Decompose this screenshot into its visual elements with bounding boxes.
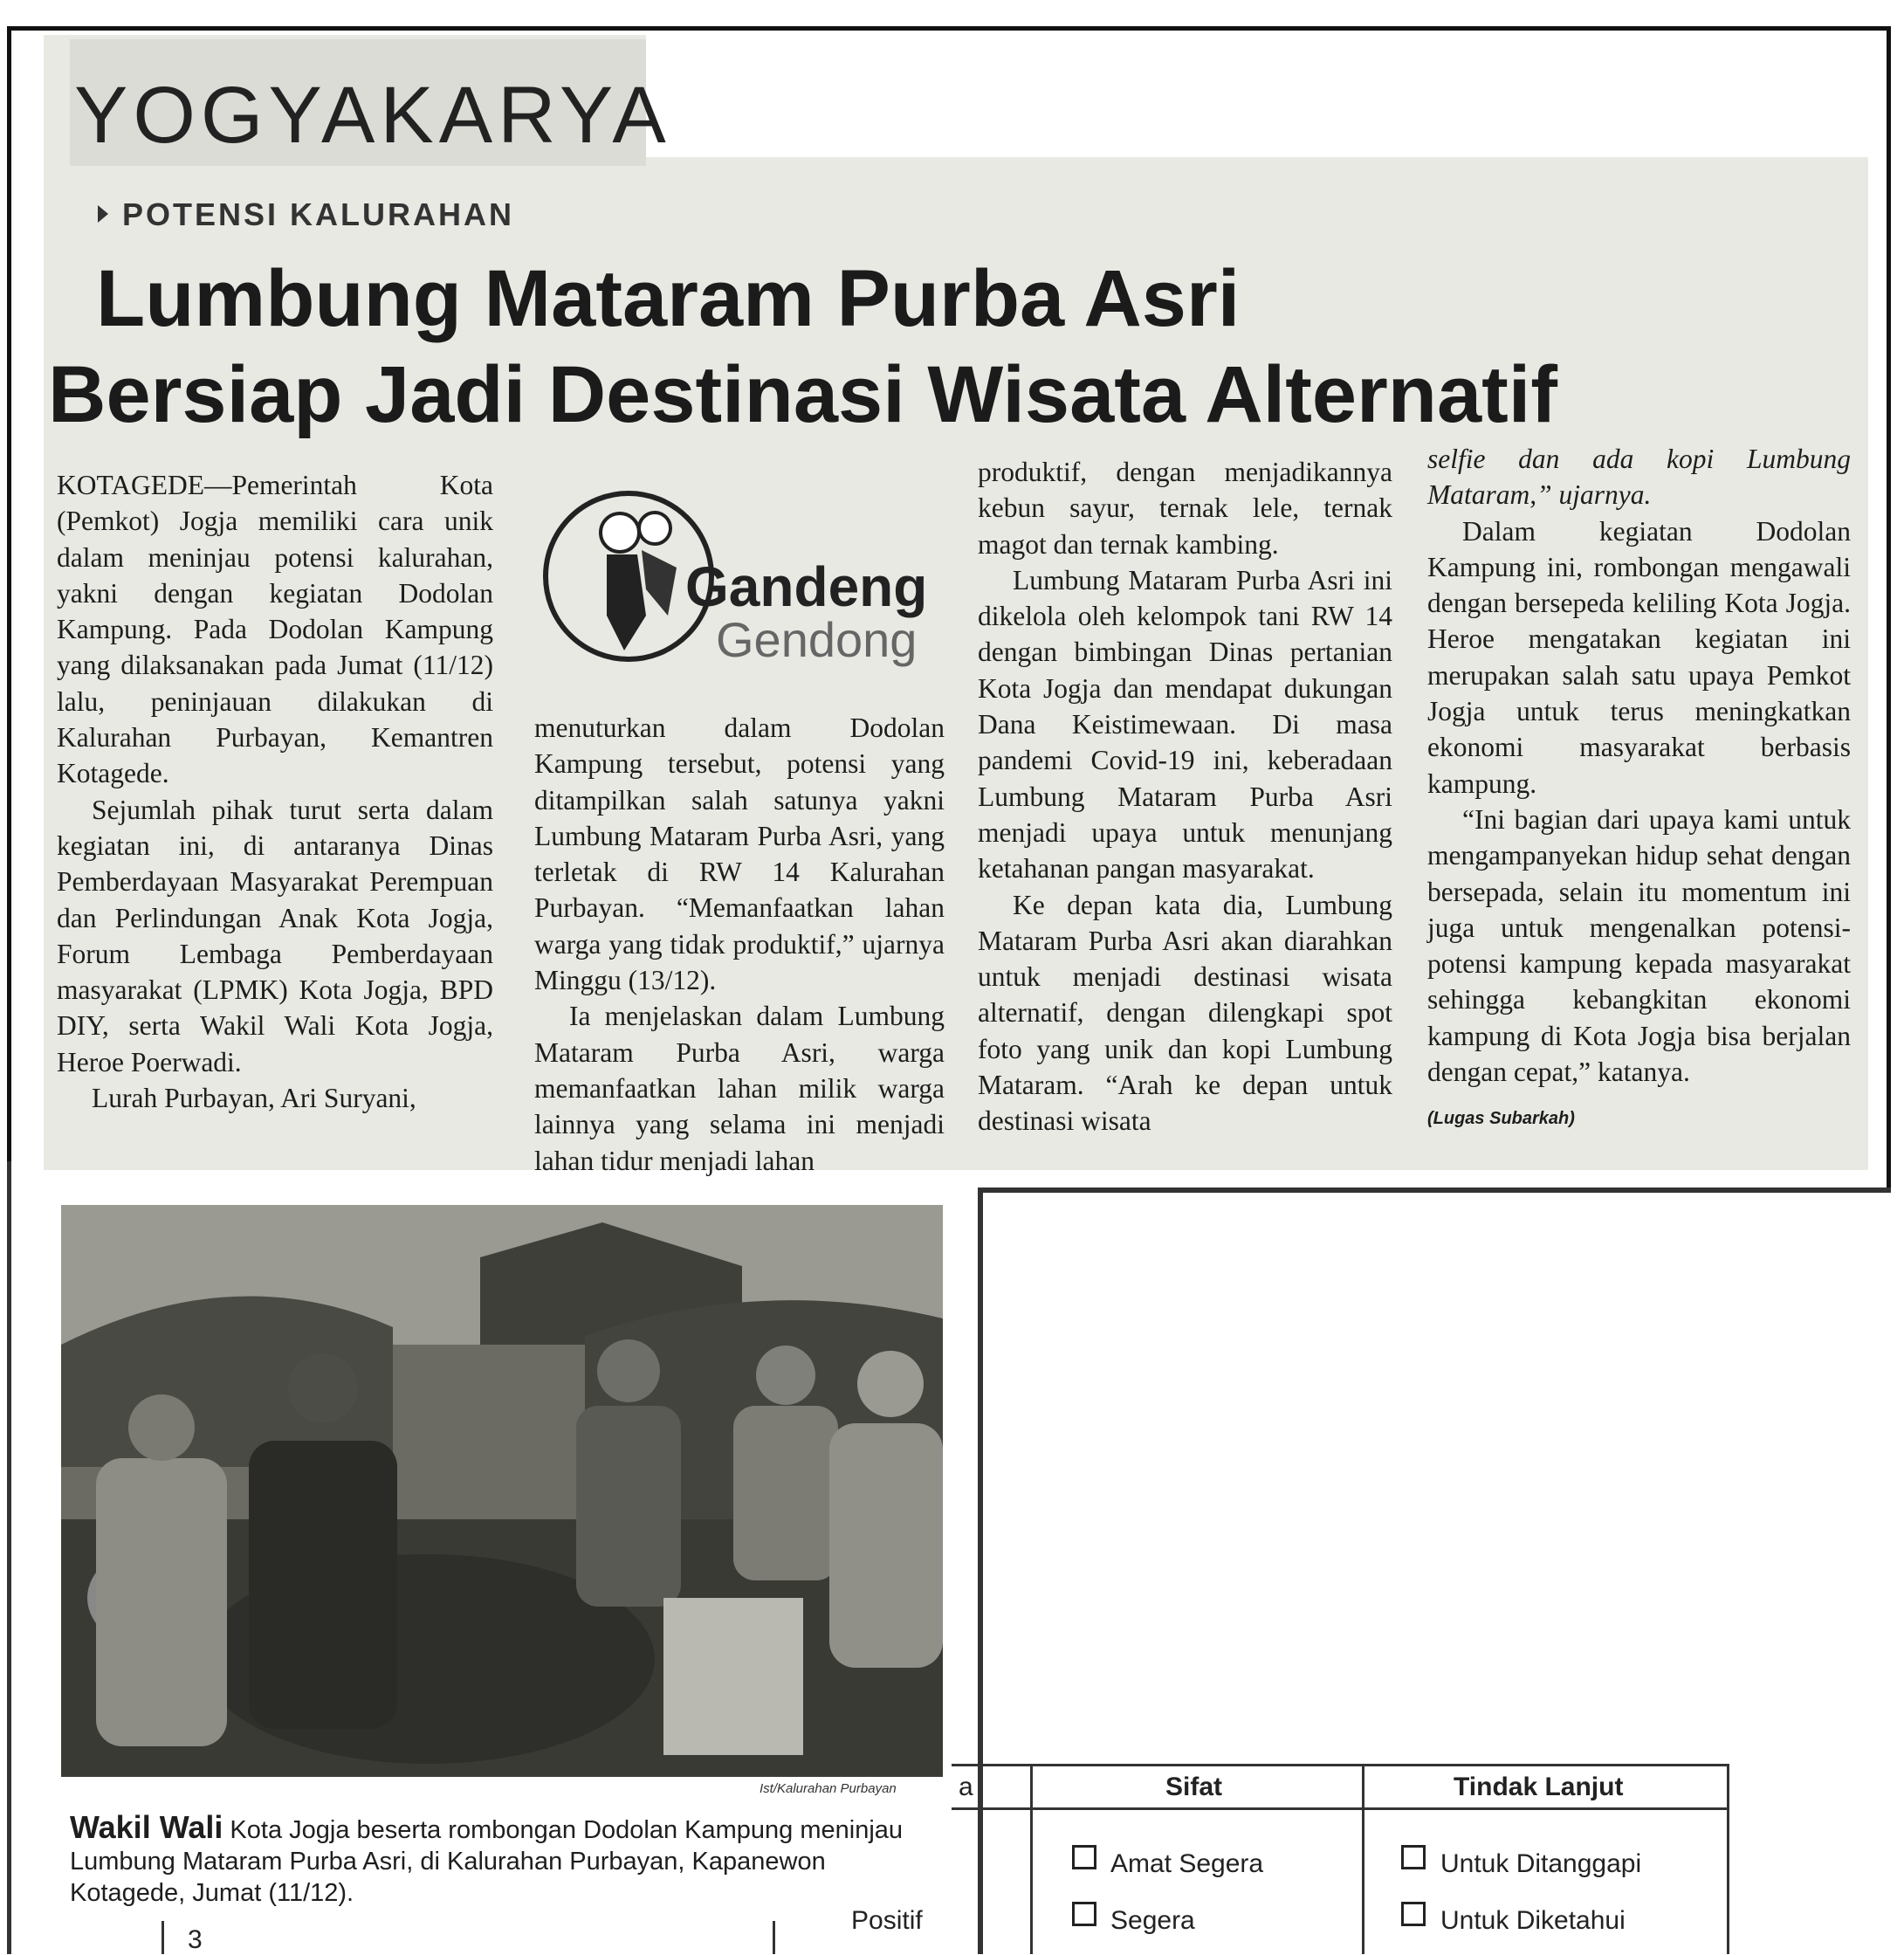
- col4-para-1: selfie dan ada kopi Lumbung Mataram,” ujarnya.: [1427, 444, 1851, 511]
- frame-left-edge: [7, 1161, 11, 1954]
- col1-para-2: Sejumlah pihak turut serta dalam kegiatan ini, di antaranya Dinas Pemberdayaan Masyarakat Perempuan dan Perlindungan Anak Kota Jogja, Forum Lembaga Pemberdayaan masyarakat (LPMK) Kota Jogja, BPD DIY, serta Wakil Wali Kota Jogja, Heroe Poerwadi.: [57, 794, 493, 1077]
- checkbox-untuk-diketahui[interactable]: [1401, 1902, 1426, 1926]
- checkbox-amat-segera[interactable]: [1072, 1845, 1096, 1869]
- col3-para-2: Lumbung Mataram Purba Asri ini dikelola oleh kelompok tani RW 14 dengan bimbingan Dinas pertanian Kota Jogja dan mendapat dukungan Dana Keistimewaan. Di masa pandemi Covid-19 ini, keberadaan Lumbung Mataram Purba Asri menjadi upaya untuk menunjang ketahanan pangan masyarakat.: [978, 564, 1392, 885]
- photo-credit: Ist/Kalurahan Purbayan: [760, 1781, 897, 1796]
- col3-para-1: produktif, dengan menjadikannya kebun sayur, ternak lele, ternak magot dan ternak kambing.: [978, 457, 1392, 560]
- checkbox-untuk-ditanggapi[interactable]: [1401, 1845, 1426, 1869]
- col1-para-3: Lurah Purbayan, Ari Suryani,: [92, 1083, 416, 1114]
- form-mid-divider: [773, 1921, 775, 1954]
- col3-para-3: Ke depan kata dia, Lumbung Mataram Purba Asri akan diarahkan untuk menjadi destinasi wisata alternatif, dengan dilengkapi spot foto yang unik dan kopi Lumbung Mataram. “Arah ke depan untuk destinasi wisata: [978, 889, 1392, 1137]
- rubric-title: Gandeng: [685, 555, 928, 618]
- byline: (Lugas Subarkah): [1427, 1109, 1575, 1129]
- form-left-divider: [162, 1921, 164, 1954]
- article-kicker: POTENSI KALURAHAN: [122, 196, 515, 232]
- article-column-2: [534, 710, 945, 1179]
- article-column-4: [1427, 441, 1851, 1138]
- rubric-subtitle: Gendong: [716, 612, 918, 667]
- label-untuk-ditanggapi: Untuk Ditanggapi: [1440, 1849, 1642, 1878]
- col4-para-3: “Ini bagian dari upaya kami untuk mengampanyekan hidup sehat dengan bersepada, selain itu momentum ini juga untuk mengenalkan potensi-potensi kampung kepada masyarakat sehingga kebangkitan ekonomi kampung di Kota Jogja bisa berjalan dengan cepat,” katanya.: [1427, 803, 1851, 1088]
- article-photo: [61, 1205, 943, 1777]
- caption-text: Kota Jogja beserta rombongan Dodolan Kampung meninjau Lumbung Mataram Purba Asri, di Kalurahan Purbayan, Kapanewon Kotagede, Jumat (11/12).: [70, 1816, 904, 1907]
- table-header-tindak-lanjut: Tindak Lanjut: [1454, 1773, 1624, 1801]
- table-header-border: [952, 1807, 1729, 1810]
- table-header-partial: a: [959, 1773, 973, 1801]
- label-untuk-diketahui: Untuk Diketahui: [1440, 1906, 1626, 1935]
- headline-line-2: Bersiap Jadi Destinasi Wisata Alternatif: [48, 350, 1557, 439]
- masthead-logo: YOGYAKARYA: [74, 71, 671, 160]
- label-segera: Segera: [1110, 1906, 1195, 1935]
- col1-para-1: KOTAGEDE—Pemerintah Kota (Pemkot) Jogja memiliki cara unik dalam meninjau potensi kalurahan, yakni dengan kegiatan Dodolan Kampung. Pada Dodolan Kampung yang dilaksanakan pada Jumat (11/12) lalu, peninjauan dilakukan di Kalurahan Purbayan, Kemantren Kotagede.: [57, 470, 493, 789]
- col4-para-2: Dalam kegiatan Dodolan Kampung ini, rombongan mengawali dengan bersepeda keliling Kota Jogja. Heroe mengatakan kegiatan ini merupakan salah satu upaya Pemkot Jogja untuk terus meningkatkan ekonomi masyarakat berbasis kampung.: [1427, 515, 1851, 799]
- kicker-arrow-icon: [98, 205, 108, 223]
- checkbox-segera[interactable]: [1072, 1902, 1096, 1926]
- headline-line-1: Lumbung Mataram Purba Asri: [96, 254, 1241, 343]
- table-divider-1: [1030, 1764, 1033, 1954]
- table-right-border: [1727, 1764, 1729, 1954]
- photo-caption: [70, 1809, 943, 1909]
- col2-para-1: menuturkan dalam Dodolan Kampung tersebut, potensi yang ditampilkan salah satunya yakni Lumbung Mataram Purba Asri, yang terletak di RW 14 Kalurahan Purbayan. “Memanfaatkan lahan warga yang tidak produktif,” ujarnya Minggu (13/12).: [534, 712, 945, 996]
- table-header-sifat: Sifat: [1165, 1773, 1223, 1801]
- frame-inner-horizontal: [978, 1187, 1891, 1193]
- photo-scene: [61, 1205, 943, 1777]
- table-top-border: [952, 1764, 1729, 1766]
- form-row-number: 3: [188, 1925, 203, 1954]
- table-divider-2: [1362, 1764, 1364, 1954]
- frame-inner-vertical: [978, 1187, 983, 1954]
- article-column-1: [57, 467, 493, 1116]
- caption-lead: Wakil Wali: [70, 1809, 223, 1845]
- col2-para-2: Ia menjelaskan dalam Lumbung Mataram Purba Asri, warga memanfaatkan lahan milik warga lainnya yang selama ini menjadi lahan tidur menjadi lahan: [534, 1001, 945, 1176]
- clipping-top-gap: [646, 35, 1877, 157]
- label-amat-segera: Amat Segera: [1110, 1849, 1264, 1878]
- form-partial-positif: Positif: [851, 1906, 923, 1935]
- article-column-3: [978, 454, 1392, 1139]
